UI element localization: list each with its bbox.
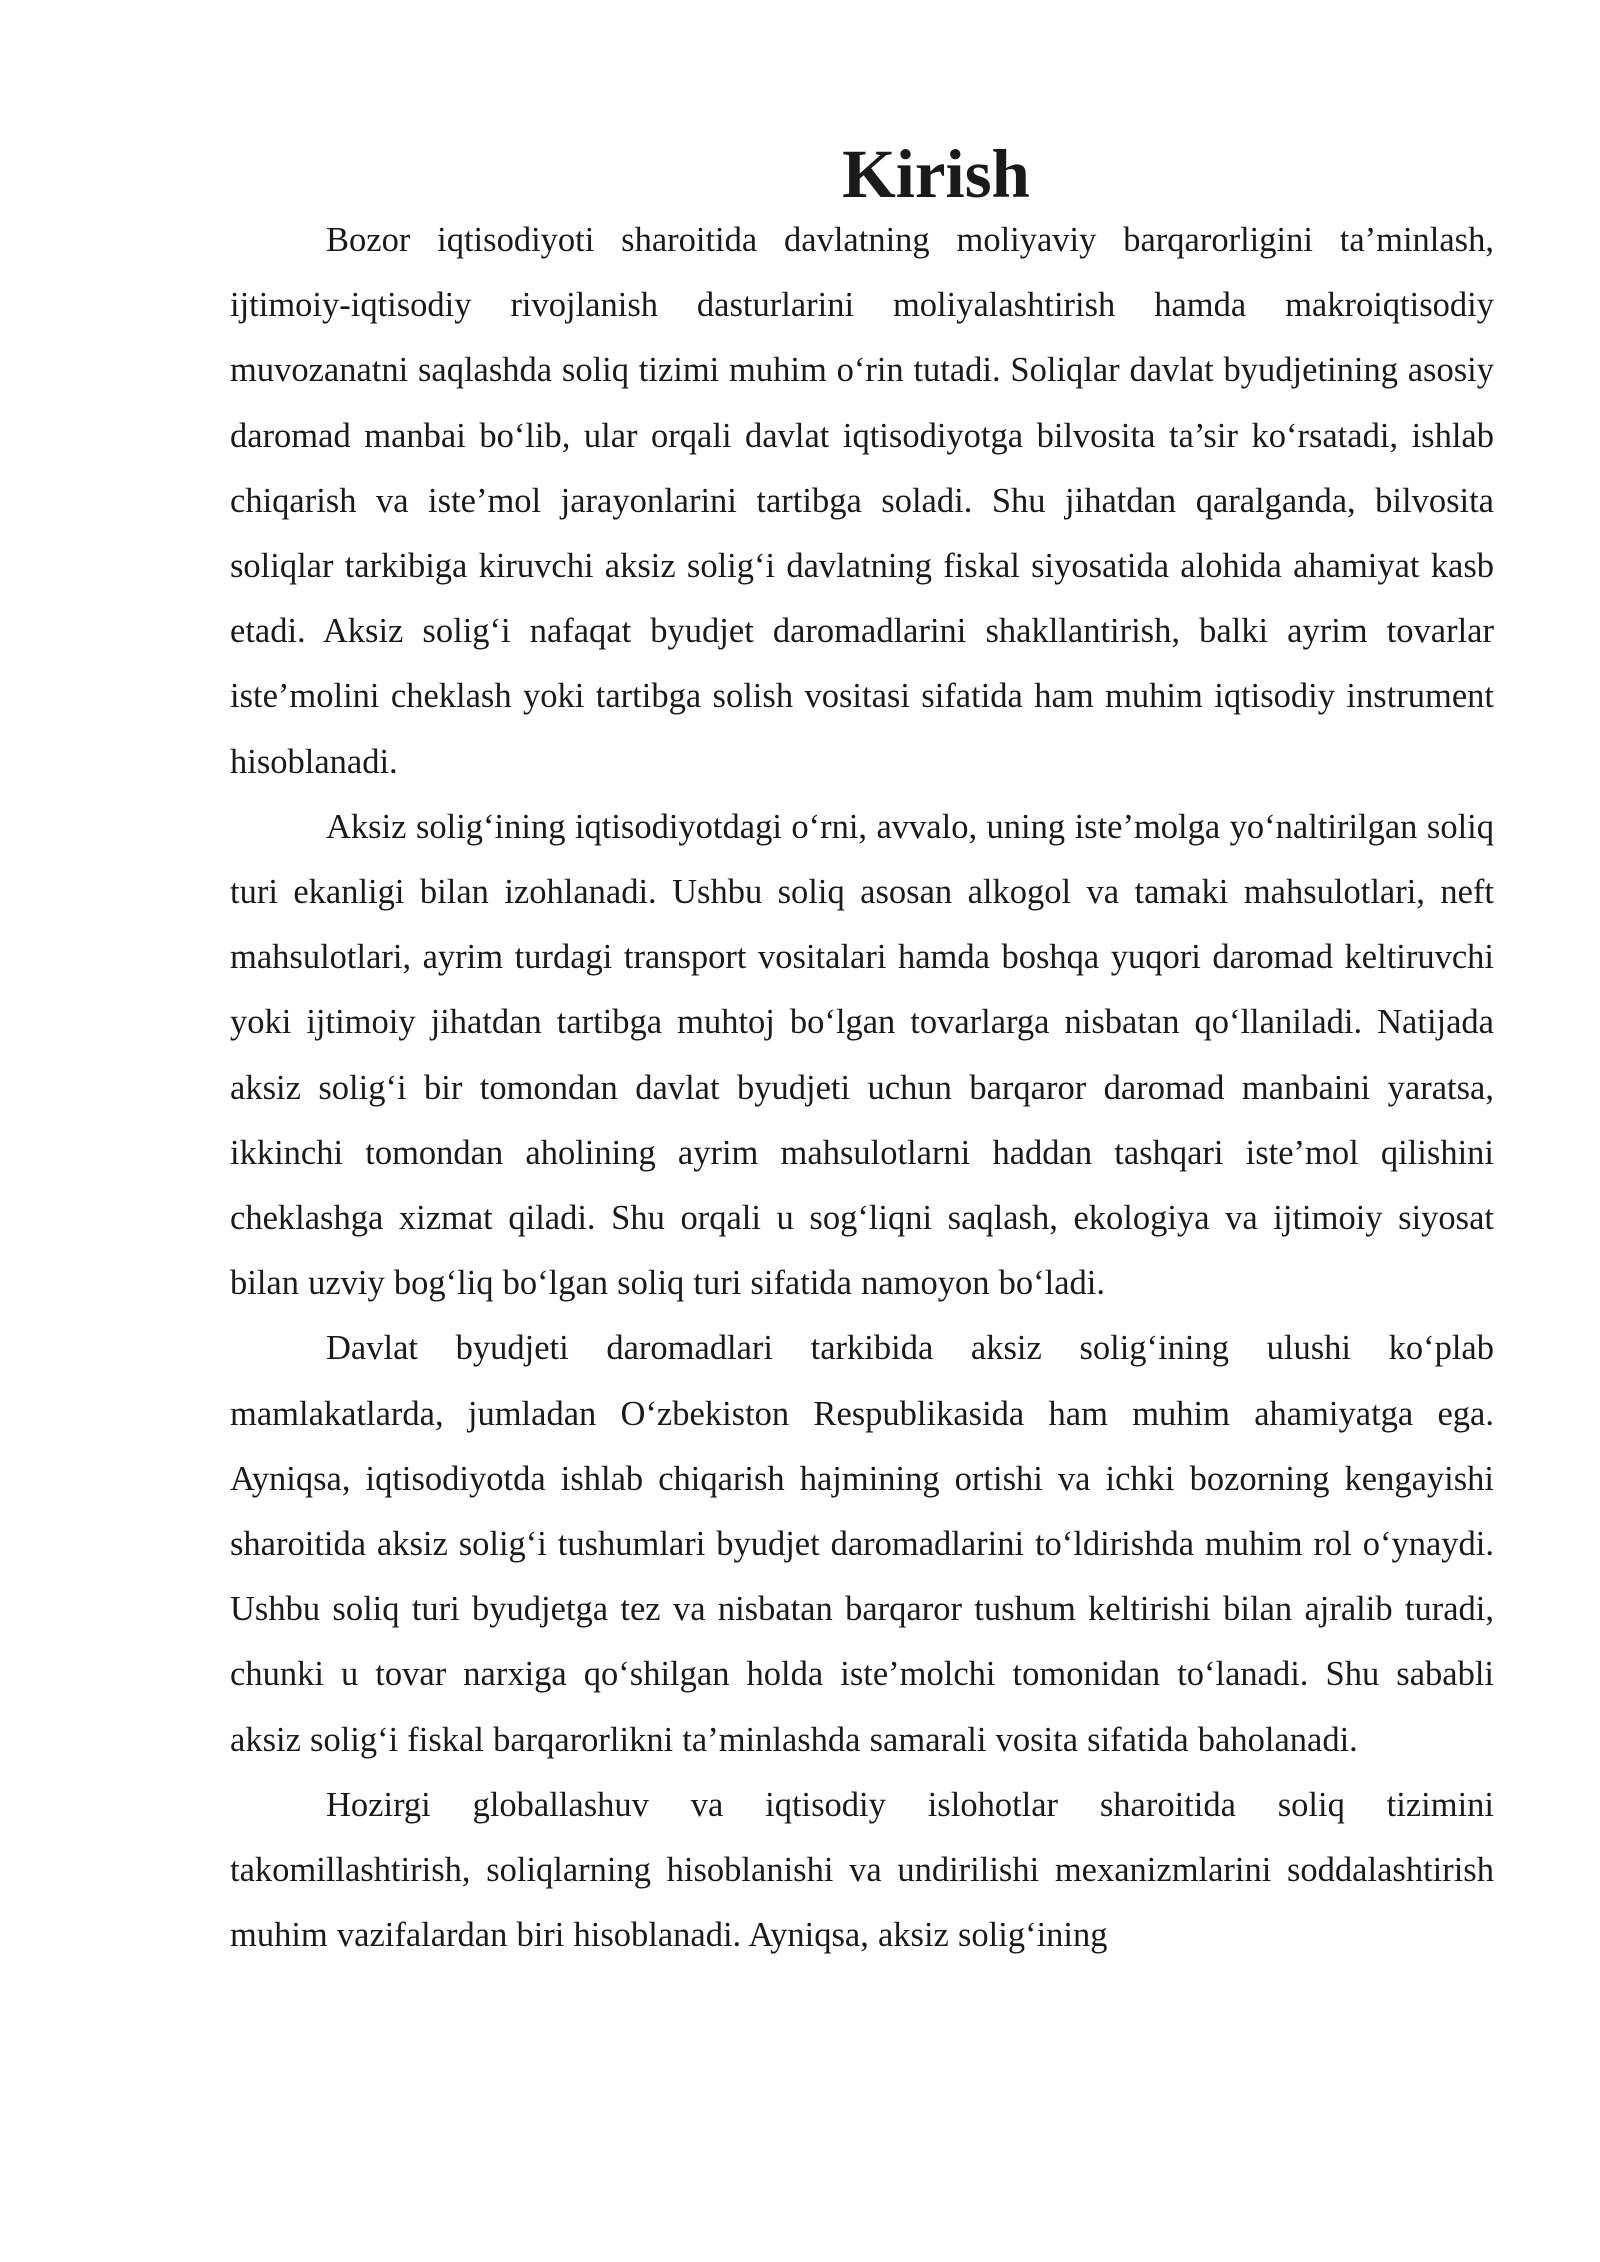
- paragraph-3: Davlat byudjeti daromadlari tarkibida aksiz solig‘ining ulushi ko‘plab mamlakatlarda, jumladan O‘zbekiston Respublikasida ham muhim ahamiyatga ega. Ayniqsa, iqtisodiyotda ishlab chiqarish hajmining ortishi va ichki bozorning kengayishi sharoitida aksiz solig‘i tushumlari byudjet daromadlarini to‘ldirishda muhim rol o‘ynaydi. Ushbu soliq turi byudjetga tez va nisbatan barqaror tushum keltirishi bilan ajralib turadi, chunki u tovar narxiga qo‘shilgan holda iste’molchi tomonidan to‘lanadi. Shu sababli aksiz solig‘i fiskal barqarorlikni ta’minlashda samarali vosita sifatida baholanadi.: [230, 1329, 1494, 1759]
- paragraph-4: Hozirgi globallashuv va iqtisodiy islohotlar sharoitida soliq tizimini takomillashtirish, soliqlarning hisoblanishi va undirilishi mexanizmlarini soddalashtirish muhim vazifalardan biri hisoblanadi. Ayniqsa, aksiz solig‘ining: [230, 1785, 1494, 1955]
- document-title: Kirish: [842, 136, 1030, 212]
- paragraph-2: Aksiz solig‘ining iqtisodiyotdagi o‘rni, avvalo, uning iste’molga yo‘naltirilgan soliq turi ekanligi bilan izohlanadi. Ushbu soliq asosan alkogol va tamaki mahsulotlari, neft mahsulotlari, ayrim turdagi transport vositalari hamda boshqa yuqori daromad keltiruvchi yoki ijtimoiy jihatdan tartibga muhtoj bo‘lgan tovarlarga nisbatan qo‘llaniladi. Natijada aksiz solig‘i bir tomondan davlat byudjeti uchun barqaror daromad manbaini yaratsa, ikkinchi tomondan aholining ayrim mahsulotlarni haddan tashqari iste’mol qilishini cheklashga xizmat qiladi. Shu orqali u sog‘liqni saqlash, ekologiya va ijtimoiy siyosat bilan uzviy bog‘liq bo‘lgan soliq turi sifatida namoyon bo‘ladi.: [230, 807, 1494, 1303]
- document-body: [230, 136, 1494, 1968]
- paragraph-1: Bozor iqtisodiyoti sharoitida davlatning moliyaviy barqarorligini ta’minlash, ijtimoiy-iqtisodiy rivojlanish dasturlarini moliyalashtirish hamda makroiqtisodiy muvozanatni saqlashda soliq tizimi muhim o‘rin tutadi. Soliqlar davlat byudjetining asosiy daromad manbai bo‘lib, ular orqali davlat iqtisodiyotga bilvosita ta’sir ko‘rsatadi, ishlab chiqarish va iste’mol jarayonlarini tartibga soladi. Shu jihatdan qaralganda, bilvosita soliqlar tarkibiga kiruvchi aksiz solig‘i davlatning fiskal siyosatida alohida ahamiyat kasb etadi. Aksiz solig‘i nafaqat byudjet daromadlarini shakllantirish, balki ayrim tovarlar iste’molini cheklash yoki tartibga solish vositasi sifatida ham muhim iqtisodiy instrument hisoblanadi.: [230, 221, 1494, 781]
